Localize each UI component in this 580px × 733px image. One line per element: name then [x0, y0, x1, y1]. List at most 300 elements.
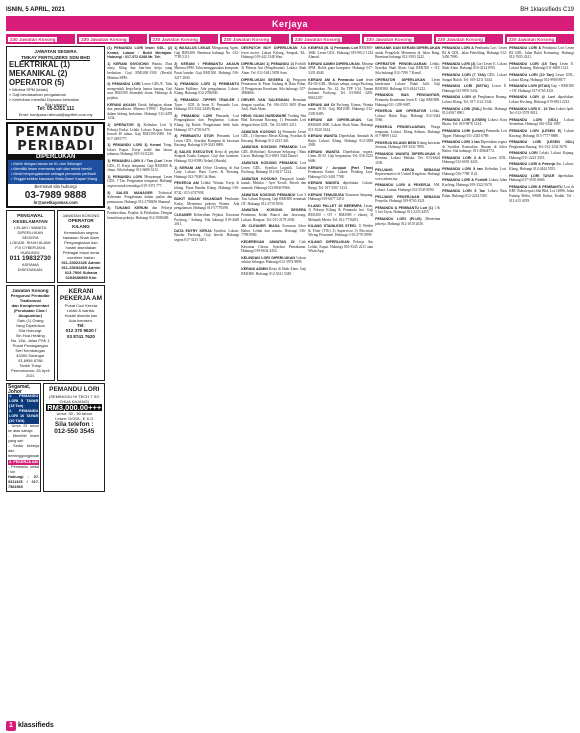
- entry-body: Lelaki. Lokasi Kajang. Hubungi 011-2222 3333.: [509, 151, 575, 160]
- column-header: [434, 34, 503, 44]
- ad-tmkay-role: ELEKTRIKAL (1): [9, 60, 70, 69]
- entry-heading: KERANI AM DI: [308, 102, 335, 107]
- entry-body: diperlukan. Lokasi Kuching. Hubungi 019-8811 2233.: [509, 95, 575, 104]
- category-number: 230 Jawatan Kosong: [81, 36, 127, 42]
- entry-body: Wanita. Data entry, filing dan lain-lain kerja yang berkaitan. Gaji RM1400-1500 (Bersih) Minima SPM.: [107, 61, 173, 80]
- entry-body: Lesen GDL. Hubungi 012-6655 4433.: [442, 155, 508, 165]
- classified-entry: [375, 78, 440, 92]
- classified-entry: [442, 178, 507, 187]
- entry-heading: PEMANDU LORI (15 Tan): [509, 61, 557, 66]
- entry-body: Minima SPM. Boleh guna komputer. Hubungi 017-3333 4040.: [308, 61, 374, 75]
- classified-entry: [308, 62, 373, 76]
- category-number: 230 Jawatan Kosong: [152, 36, 198, 42]
- entry-heading: DIPERLUKAN SEGERA 1): [241, 77, 290, 82]
- classified-entry: [241, 145, 306, 159]
- entry-body: untuk Pengelola Mentenan di Jalan Bang. Berminat hubungi 012-3393 3222.: [375, 50, 441, 60]
- ad-kerani-pekerja: [57, 285, 106, 382]
- line: Pelbagai elaun serta overtime harian: [62, 249, 100, 260]
- classified-entry: [174, 229, 239, 243]
- ad-segamat-row: [8, 409, 39, 424]
- entry-heading: PEMANDU LORI 1 tan: [442, 140, 480, 145]
- entry-body: Menerima pekerja. Hubungi 012-1010 2020.: [375, 217, 441, 226]
- entry-heading: PEMANDU LORI (10 Tan): [509, 72, 554, 77]
- classified-entry: [308, 166, 373, 180]
- entry-heading: PEMANDU LORI (LESEN): [442, 117, 487, 122]
- entry-body: Kawasan Johor Bahru. Lelaki dan wanita. Hubungi 016-7788 9900.: [241, 224, 307, 238]
- classified-entry: [174, 213, 239, 227]
- entry-heading: 1) PEMANDU LORI 2) PEMBANTU: [174, 82, 240, 87]
- classified-entry: [174, 46, 239, 60]
- entry-heading: 1) WASALUS LEKAS: [174, 46, 211, 50]
- classified-entry: [241, 208, 306, 222]
- entry-body: Kilang kawasan Jerantut. Hubungi 019-3332 7890.: [375, 140, 441, 150]
- entry-heading: PEKERJA PENGELUARAN,: [375, 124, 426, 129]
- ad-pengawal: [6, 210, 55, 282]
- ad-lori-call: Sila telefon :: [54, 420, 94, 428]
- entry-heading: JAWATAN KOSONG PEMANDU: [241, 192, 296, 197]
- classified-entry: [375, 206, 440, 215]
- entry-body: Minima SPM. Tahu menggunakan komputer. Pusat bandar. Gaji RM1500. Hubungi 016-3217 2840.: [174, 66, 240, 80]
- column-2: [107, 46, 172, 719]
- line: Pengangkutan dan hostel disediakan: [64, 239, 98, 250]
- entry-heading: DATA ENTRY KERJA: [174, 228, 212, 233]
- ad-peribadi-subtitle: DIPERLUKAN: [8, 154, 103, 161]
- entry-heading: KILANG DIPERLUKAN: [308, 239, 350, 244]
- entry-heading: JAWATAN KOSONG 1): [241, 129, 281, 134]
- ad-tmkay: [6, 46, 105, 120]
- phone[interactable]: 0193686959 Kim: [65, 274, 97, 280]
- entry-heading: KELINDAN LORI DIPERLUKAN: [241, 255, 295, 260]
- ad-segamat-contact[interactable]: Hubungi : 07-9311325 / 017-7581565: [8, 474, 40, 489]
- entry-body: Cafe Kawasan Cheras. Syarikat Pemakanan. Hubungi 019-6634 4454.: [241, 239, 307, 254]
- classified-entry: [442, 189, 507, 198]
- classified-entry: [308, 240, 373, 254]
- point: • Tinggal sekitar kawasan Setia Alam/ Kapar/ Klang: [11, 177, 98, 182]
- entry-body: Lesen E. Lokasi Banting. Hubungi 011-6600 1122.: [509, 61, 575, 71]
- requirement: » Kelebihan memiliki Diploma berkaitan: [9, 97, 80, 102]
- entry-body: Diperlukan segera. Umur 20-35. Gaji berpatutan. Tel: 016-2225 6666.: [308, 149, 374, 164]
- entry-body: Syarikat. Lokasi: Bandar Puchong. Gaji bersih. Hubungi segera 017-3215 3201.: [174, 228, 240, 242]
- entry-heading: KERANI WANITA: [308, 181, 340, 186]
- line: dan Komplementari: [11, 303, 49, 309]
- entry-body: Kerja di Shah Alam. Gaji RM1800. Hubungi 012-5541 3349.: [241, 266, 307, 276]
- line: 43300 Selangor: [16, 353, 45, 359]
- column-header: [362, 34, 431, 44]
- classified-entry: [509, 62, 574, 71]
- classified-entry: [509, 174, 574, 183]
- entry-heading: PEMANDU LORI &: [509, 46, 542, 50]
- klassifieds-logo: [6, 720, 76, 731]
- line: Yang Diperlukan: [15, 323, 45, 329]
- entry-heading: KERANI TEMUDUGA: [308, 192, 345, 197]
- entry-body: Gaji + RM1500 + OT. Hubungi 017-6765 4321.: [509, 84, 575, 93]
- column-header: [220, 34, 289, 44]
- line: No. 15A, Jalan PSK 1: [10, 338, 50, 344]
- line: Pusat Perdagangan Seri Kembangan: [12, 343, 48, 354]
- entry-heading: PEMANDU LORI @: [442, 95, 477, 100]
- entry-heading: PEKERJA KILANG BESI: [375, 140, 417, 145]
- classified-entry: [174, 98, 239, 112]
- line: HUBUNGI:: [20, 249, 41, 255]
- entry-heading: 1) PEMANDU LORI: [107, 174, 142, 179]
- classified-entry: [174, 114, 239, 132]
- classified-entry: [509, 73, 574, 82]
- classified-entry: [241, 98, 306, 112]
- entry-heading: KERANI WANITA: [308, 134, 338, 139]
- entry-body: Pembantu Lori. Lesen B2 & GDL. Jalan Pekeliling. Hubungi 012-3456 7890.: [442, 46, 508, 60]
- entry-body: Akaun Fulltime. Ada pengalaman. Lokasi: Klang. Hubungi 012-2786940.: [174, 86, 240, 96]
- entry-heading: PEMANDU LORI 3 & 5: [442, 155, 486, 160]
- entry-body: Lesen, 1) Pekerja Kilang & Pemandu lori. Gaji RM1400 + OT + RM2900 + elaun), 3) Mekanik Mesin. Tel: 012-7736291.: [308, 203, 374, 222]
- classified-entry: [308, 134, 373, 148]
- ad-peribadi-phone[interactable]: 03-7989 9888: [24, 189, 87, 201]
- classified-entry: [308, 193, 373, 202]
- entry-heading: KEDEREGAN JAWATAN DI: [241, 239, 295, 244]
- classified-entry: [174, 197, 239, 211]
- category-number: 230 Jawatan Kosong: [437, 36, 483, 42]
- entry-body: Diperlukan segera di Syarikat Kontraktor. Binaan di Johor Bahru. Sila hubungi: 011-40664774.: [442, 140, 508, 154]
- classified-entry: [107, 103, 172, 121]
- ad-sin-hua: [6, 285, 55, 382]
- entry-heading: KILANG STAINLESS STEEL: [308, 224, 357, 229]
- phone[interactable]: 03 8741 7620: [66, 333, 95, 339]
- ad-kerani-title: KERANI PEKERJA AM: [59, 287, 102, 303]
- column-header: [505, 34, 574, 44]
- note: - Pembantu kedai / lori: [8, 464, 40, 474]
- entry-body: Pembantu Lori Lesen B2 GDL. Jalan Bukit Kemuning. Hubungi 012-7655 4321.: [509, 46, 575, 60]
- classified-entry: [442, 73, 507, 82]
- entry-body: Tetap, lokasi Kapar. Kerja stabil dan bonus tahunan. Hubungi 019-3311230.: [107, 143, 173, 157]
- classified-entry: [442, 84, 507, 93]
- phone[interactable]: 013-7906 Suhana: [64, 269, 98, 275]
- entry-body: Lori Lesen E. Lokasi Shah Alam. Hubungi 016-3214 8765.: [442, 61, 508, 71]
- classified-entry: [375, 168, 440, 182]
- entry-body: Lelaki. Lokasi: Bukit Raja. Hubungi 012-3344 5566.: [375, 109, 441, 123]
- entry-heading: JAWATAN KOSONG: [241, 176, 278, 181]
- entry-heading: PEMANDU LORI & PEMBANTU: [509, 184, 563, 189]
- classified-entry: [442, 167, 507, 176]
- entry-body: Lokasi Batu Pahat. Hubungi 012-2224 5567.: [442, 189, 508, 199]
- entry-body: dan Pekerja Pembersihan. Pejabat di Pelabuhan. Dengan kemahiran pekerja. Hubungi 012-9188469.: [107, 206, 173, 220]
- classified-entry: [107, 159, 172, 173]
- entry-heading: 3) SALES EXECUTIVE: [174, 149, 214, 154]
- line[interactable]: 03-8958 8788: [17, 358, 43, 364]
- column-display-ads: [6, 46, 105, 719]
- line: Ada komisen.: [68, 317, 94, 323]
- entry-heading: (1) PEMANDU LORI lesen GDL, (2) Kerani, Lokasi : Bukit Mertajam. Hubungi : 017-572 6288 Mr. Teh: [107, 46, 173, 60]
- entry-heading: JB CLEANER BIASA: [241, 224, 280, 229]
- classified-entry: [509, 84, 574, 93]
- entry-body: Kawasan Ampang. Hubungi 019-6677 3210.: [308, 192, 374, 202]
- classified-entry: [442, 118, 507, 127]
- classified-entry: [442, 95, 507, 104]
- classified-entry: [107, 123, 172, 141]
- entry-heading: PEMANDU WANITA DIPERLUKAN: [375, 151, 436, 156]
- entry-heading: PEMANDU LORI (ETAN): [509, 84, 550, 89]
- logo-mark: 1: [6, 721, 16, 731]
- entry-body: 1) Welder & Fitter (TIG) 2) Supervisor 3) Electrical Wiring Personnel. Hubungi: 019-2776 9999.: [308, 224, 374, 238]
- row-label: 2. PEMANDU LORI 10 TAYAR (10 TAN): [9, 409, 39, 424]
- ad-peribadi-points: [8, 160, 103, 184]
- classified-entry: [241, 256, 306, 265]
- entry-heading: MEKANIK DAN KERANI DIPERLUKAN: [375, 46, 441, 50]
- phone[interactable]: 012 370 9620 /: [65, 328, 97, 334]
- ad-lori-phone[interactable]: 012-550 3545: [54, 428, 95, 436]
- entry-body: diperlukan. Lokasi: Bangi. Tel: 017-2567 1234.: [308, 181, 374, 191]
- entry-body: Lokasi sekitar Selangor. Hubungi 012-3974 8899.: [241, 255, 307, 265]
- ad-segamat-third: 3. PEKERJA AM: [9, 460, 38, 465]
- entry-heading: JAWATAN KOSONG PEMANDU: [241, 161, 298, 166]
- section-banner: Kerjaya: [6, 16, 574, 31]
- entry-body: Kelindan Lori. Hubungi 016-7788 1122.: [442, 167, 508, 176]
- ad-pair-2: [6, 285, 105, 382]
- entry-body: Ada lesen motor. Lokasi Kelang, Setapak, KL. Hubungi 019-442 1548 Wan.: [241, 46, 307, 60]
- column-header: [149, 34, 218, 44]
- ad-operator-title: JAWATAN KOSONG: [62, 213, 100, 219]
- ad-lori-pay: RM3,000.00+++: [47, 402, 102, 412]
- classified-entry: [107, 206, 172, 220]
- point: • Mahir dengan laluan ke KL dan Selangor: [11, 162, 83, 167]
- classifieds-columns: [6, 46, 574, 719]
- line: Satu (1) Orang: [17, 318, 44, 324]
- entry-body: 2 Tayar - GDL & lesen E. Pemandu Lori. Hubungi 013-3322 2449 (Ryan).: [174, 97, 240, 112]
- entry-heading: PEMANDU & PEMBANTU Lori (1): [375, 205, 433, 210]
- entry-heading: PEKERJA AM: [174, 181, 199, 186]
- ad-peribadi-title: PEMANDU PERIBADI: [15, 124, 96, 154]
- entry-heading: PEMANDU LORI & PEKERJA: [375, 183, 431, 188]
- entry-heading: PEMANDU LORI (PLUS): [375, 217, 422, 221]
- masthead-right: BH 1klassifieds C19: [520, 7, 574, 13]
- entry-body: Lesen E. Hubungi 012-9876 5432.: [442, 84, 508, 93]
- line: Pengurus/ Pentadbir Tradisional: [10, 293, 50, 304]
- line: Kemasukan segera kawasan Shah Alam: [62, 229, 100, 240]
- entry-body: Lelaki. Syarikat Shah Alam. Gaji RM1500 + OT. Sila hubungi 012-7290 7 Kamil.: [375, 61, 441, 75]
- entry-body: AM. Lokasi: Lumut. Hubungi 012-5545 0090.: [375, 183, 441, 193]
- ad-segamat-row: [8, 394, 39, 409]
- entry-body: lesen B2+D+GDL. Melayu sahaja, warga Puchong diutamakan. No. 42, Jln TPP 1/14, Taman Industri Puchong. Tel: 03-8061 2205, 80612207.: [308, 77, 374, 100]
- column-5: [308, 46, 373, 719]
- classified-entry: [375, 46, 440, 60]
- entry-body: Office Cleaning di Sua Lady. Lokasi: Batu Caves & Rawang. Hubungi 012-7848 Cik Hani.: [174, 165, 240, 179]
- entry-body: Kerja di pejabat Setapak Kuala Lumpur. Gaji dan komisen. Hubungi 012-9398 (Azlan) (Harish).: [174, 149, 240, 164]
- classified-entry: [442, 140, 507, 154]
- classified-entry: [308, 181, 373, 190]
- entry-body: Pengasuh kanak-kanak. Melaka / Ayer Keroh. Bersih dan amanah. Hubungi 013-8836 9966.: [241, 176, 307, 191]
- entry-body: Pemandu Lori Tipper. Hubungi 011-2345 6789.: [442, 128, 508, 138]
- entry-heading: PEMANDU LORI (Lesen): [442, 128, 485, 133]
- entry-body: Lokasi Seremban. Hubungi 016-5432 1987.: [509, 117, 575, 127]
- entry-body: Penghantar Barang. Tel: 012-1234 5678.: [509, 144, 568, 149]
- entry-heading: JAWATAN KOSONG SEGERA: [241, 208, 307, 213]
- classified-entry: [509, 162, 574, 171]
- ad-tmkay-heading: JAWATAN SEGERA: [34, 49, 77, 54]
- ad-pemandu-peribadi: [6, 122, 105, 209]
- entry-heading: PEMANDU LORI TAYAR: [509, 173, 555, 178]
- entry-body: Lokasi: Kota Bharu. Tel: 019-9876 1234.: [442, 117, 508, 127]
- entry-body: Pemandu Lori Lesen GDL. Syarikat Kompeni di kawasan Rawang. Hubungi 019-3343 8809.: [174, 134, 240, 148]
- column-8: [509, 46, 574, 719]
- ad-lori-sub: (SEMINGGU HI TECH 7 SG CHUA KAJANG): [49, 393, 100, 404]
- classified-entry: [509, 118, 574, 127]
- entry-heading: 2) PEMANDU LORI: [107, 82, 141, 87]
- classified-entry: [375, 62, 440, 76]
- entry-body: Technical Salesman. Pengalaman dalam jualan dan pemasaran. Hubungi 012-2798456 Shamsul.: [107, 190, 173, 204]
- phone[interactable]: 011-33922326 Admin: [61, 259, 101, 265]
- category-number: 230 Jawatan Kosong: [295, 36, 341, 42]
- entry-body: di Rembau. Lokasi Melaka. Tel: 013-6624 1100.: [375, 151, 441, 166]
- entry-heading: 1) PEMANDU LORI 3 / Ton (Lori: [107, 159, 163, 164]
- classified-entry: [308, 118, 373, 132]
- entry-heading: PEMANDU LORI &: [442, 46, 474, 50]
- classified-entry: [308, 46, 373, 60]
- classified-entry: [442, 46, 507, 60]
- entry-body: diperlukan. Hubungi 017-5555 6666.: [509, 173, 575, 183]
- phone[interactable]: 011-33692865 Admin: [61, 264, 101, 270]
- date-line: ISNIN, 5 APRIL, 2021: [6, 7, 65, 13]
- classified-entry: [107, 143, 172, 157]
- entry-heading: 1) KERANI AM: [174, 165, 201, 170]
- classified-entry: [308, 103, 373, 117]
- classified-entry: [375, 125, 440, 139]
- classified-entry: [174, 166, 239, 180]
- classified-entry: [509, 185, 574, 203]
- classified-entry: [308, 150, 373, 164]
- classified-entry: [375, 93, 440, 107]
- classified-entry: [375, 152, 440, 166]
- classified-entry: [375, 109, 440, 123]
- entry-heading: BUKIT INDAH/ ISKANDAR: [174, 197, 223, 202]
- entry-heading: PEMANDU LORI & Pekerja: [509, 162, 555, 167]
- entry-body: Lelaki/ Wanita. Kerja di kilang. Pusat Bandar Klang. Hubungi 016-8742 / 013-4747938.: [174, 181, 240, 195]
- entry-body: Kelindan Lori 3) Pekerja Kedai. Lelaki. Lokasi: Kapar. Umur bawah 40 tahun. Gaji RM1300-2000. Tel: 017-2495777.: [107, 122, 173, 141]
- entry-heading: 2) PEMANDU -TIPPER TRAILER: [174, 97, 235, 102]
- entry-body: Pembantu Kedai Runcit dan Juruwang. Lokasi: Bangsar. Tel: 011-2178 2030.: [241, 213, 307, 222]
- column-header: [291, 34, 360, 44]
- classified-entry: [509, 95, 574, 104]
- entry-body: 1 & 5 lori Tayar. Hubungi 011-2233 4455.: [375, 205, 441, 215]
- classified-entry: [174, 82, 239, 96]
- entry-heading: 2) KERANI / PEMBANTU AKAUN: [174, 61, 240, 66]
- entry-heading: 3) SALES MANAGER: [107, 190, 153, 195]
- classified-entry: [375, 183, 440, 192]
- classified-entry: [174, 134, 239, 148]
- entry-body: Pekerja Am Lelaki, Kapar. Hubungi 016-3345 2211 atau WhatsApp.: [308, 239, 374, 254]
- ad-tmkay-email[interactable]: Emel: harilyana.rahmad@agrifert.com.my: [18, 111, 93, 117]
- entry-body: Forklift 3) Pekerja Am (Pengeluaran). Lokasi: Shah Alam. Tel: 012-5441 5858 Sam.: [241, 61, 307, 75]
- column-headers: [6, 34, 574, 44]
- classified-entry: [241, 267, 306, 276]
- entry-body: Berminat dengan syarikat. Tel: 016-2553 3655 (Puan Ani). Shah Alam.: [241, 97, 307, 112]
- classified-entry: [174, 62, 239, 80]
- line: Pusat Cuci Kereta: [64, 302, 98, 308]
- entry-heading: PEMANDU LORI (LESEN E): [509, 128, 562, 133]
- entry-body: Pemandu Lori Pengangkutan dan Penghantar. Lokasi: Klang, Sg Buloh. Pengalaman lebih baik. Hubungi 017-4703 6475.: [174, 113, 240, 132]
- entry-heading: OPERATOR DIPERLUKAN: [375, 77, 426, 82]
- entry-heading: PEMANDU LORI (7 TAN): [442, 72, 486, 77]
- column-header: [6, 34, 75, 44]
- column-4: [241, 46, 306, 719]
- ad-peribadi-email[interactable]: hr@asetkayamas.com: [33, 199, 78, 205]
- entry-heading: PEMANDU LORI & Forklift: [442, 178, 488, 183]
- entry-body: Gaji RM1600-2000. Lokasi Shah Alam. Hubungi 011-5520 3344.: [308, 118, 374, 132]
- entry-body: Pengurus Pemasaran di Pusat Gadang & Batu Pahat. 2) Pengurusan Kesetiaan. Sila hubungi: 017-3880666.: [241, 77, 307, 96]
- entry-heading: DIPERLUKAN 1) PEMANDU 2): [241, 61, 294, 66]
- point: • Mesti berpengalaman sebagai pemandu peribadi: [11, 172, 96, 177]
- entry-heading: PEMANDU LORI @ Lori: [509, 95, 555, 100]
- line: Umur: 30 - 50 tahun: [56, 410, 93, 416]
- entry-heading: PEMANDU LORI (3): [442, 61, 476, 66]
- entry-heading: JAWATAN KOSONG PEMANDU: [241, 145, 298, 150]
- entry-body: RM1800-3000. Lesen GDL. Hubungi 019-9012 1234 Ahmad.: [308, 46, 374, 60]
- classified-entry: [241, 130, 306, 144]
- line: ASRAMA DISEDIAKAN.: [17, 262, 43, 273]
- classified-entry: [107, 191, 172, 205]
- classified-entry: [308, 204, 373, 222]
- ad-operator-kilang: [57, 210, 106, 282]
- requirement: » Gaji berdasarkan pengalaman: [9, 92, 66, 97]
- classified-entry: [509, 151, 574, 160]
- entry-heading: PEMANDU LORI 5 Tan: [442, 189, 486, 194]
- classified-entry: [442, 62, 507, 71]
- entry-body: Lesen GDL, D. Kerja tempatan. Gaji RM1800 & elaun. Sila hubungi 012-6686 3212.: [107, 159, 173, 173]
- entry-heading: KERANI AM DIPERLUKAN.: [308, 118, 362, 123]
- classified-entry: [509, 129, 574, 138]
- entry-heading: PEMANDU LORI 5 tan: [442, 167, 483, 172]
- classified-entry: [241, 114, 306, 128]
- entry-heading: DESPATCH BOY DIPERLUKAN: [241, 46, 298, 50]
- line: Sin Hua Healing: [15, 333, 45, 339]
- note: - Memiliki lesen yang sah: [8, 434, 40, 444]
- entry-body: Mengurang Agent, Gaji RM1400. Berminat hubungi No. 012-7785 5111.: [174, 46, 240, 60]
- ad-tmkay-role: OPERATOR (5): [9, 78, 65, 87]
- entry-body: Am. Lokasi: Klang. Hubungi 012-4444 5555.: [509, 162, 575, 172]
- classified-entry: [442, 107, 507, 116]
- entry-heading: KEMPAS (B. 1) Pemandu Lori: [308, 46, 359, 50]
- ad-segamat: [6, 383, 41, 492]
- entry-body: Puchong Utama. Wanita umur 18-35. Gaji RM1500. Hubungi 012-2330 8485.: [308, 102, 374, 116]
- entry-body: Penghantar Barang. Lokasi Klang. Tel: 017-1122 3344.: [442, 95, 508, 104]
- ad-tmkay-role: MEKANIKAL (2): [9, 69, 68, 78]
- entry-heading: OPERATOR PENGELUARAN: [375, 61, 427, 66]
- entry-body: Lokasi Ipoh. Tel: 012-5578 9012.: [509, 106, 575, 116]
- entry-heading: DRIVER VAN SALESMAN.: [241, 97, 290, 102]
- category-number: 230 Jawatan Kosong: [508, 36, 555, 42]
- ad-operator-role: OPERATOR KILANG: [68, 218, 94, 229]
- ad-pengawal-phone[interactable]: 011 19832730: [9, 254, 51, 262]
- logo-text: klassifieds: [18, 722, 54, 729]
- entry-heading: 1) KERANI INVOICING: [107, 61, 149, 66]
- entry-body: Diperlukan Amanah & Rajin. Lokasi: Klang. Hubungi 012-3838 4949.: [308, 134, 374, 148]
- line: Sila Hubungi:: [18, 328, 43, 334]
- category-number: 230 Jawatan Kosong: [10, 36, 56, 42]
- entry-body: Lori di KBC Roboterport Sdn Bhd, Lot 14896, Jalan Padang Meha, 09000 Kulim, Kedah. Tel : 012-415 0259.: [509, 184, 575, 203]
- classified-entry: [375, 217, 440, 226]
- entry-heading: PEMANDU LORI (GDL): [442, 106, 482, 111]
- column-header: [77, 34, 146, 44]
- line: Lelaki & wanita.: [66, 307, 95, 313]
- classified-entry: [241, 46, 306, 60]
- entry-heading: 3) TUKANG KERUM: [107, 206, 148, 211]
- entry-body: Representative di United Kingdom. Hubungi www.adzen.my.: [375, 172, 441, 181]
- entry-body: Lokasi Jalan Kuching. Hubungi 019-3322 5678.: [442, 178, 508, 187]
- classified-entry: [107, 82, 172, 100]
- ad-tmkay-phone[interactable]: Tel: 05-5351 111: [36, 106, 75, 112]
- classified-entry: [241, 78, 306, 96]
- ad-pengawal-title: PENGAWAL KESELAMATAN: [13, 213, 48, 224]
- classified-entry: [509, 107, 574, 116]
- entry-body: Pemandu Kenderaan lesen E. Gaji RM1800. Hubungi 011-1299 9087.: [375, 97, 441, 107]
- row-label: 1. PEMANDU LORI 5 TAYAR (15 Tan): [9, 394, 39, 409]
